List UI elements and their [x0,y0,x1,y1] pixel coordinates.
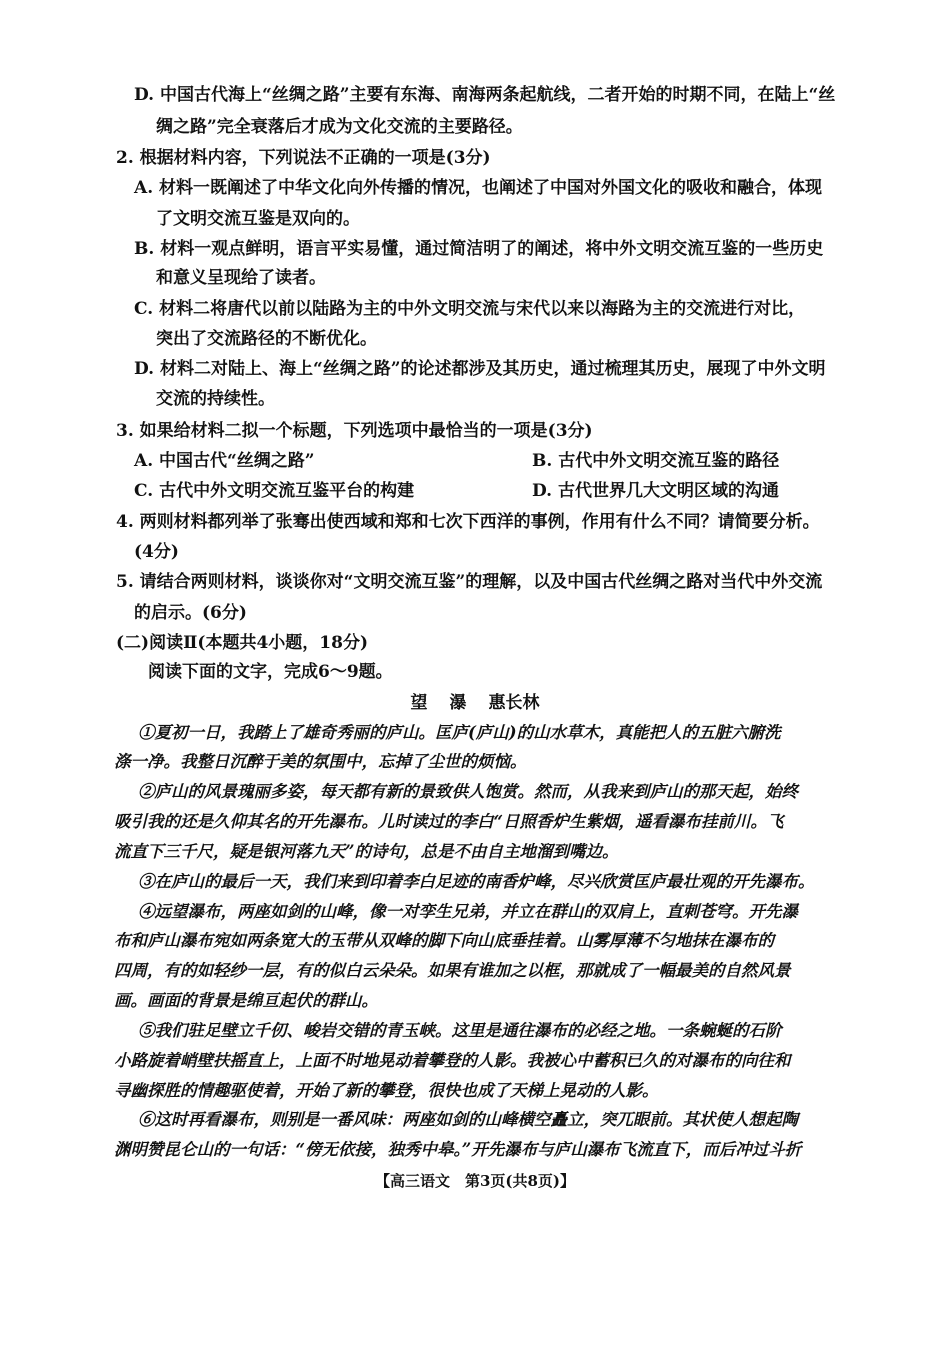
article-title-char1: 望 [410,693,428,713]
q5-line1: 5. 请结合两则材料，谈谈你对“文明交流互鉴”的理解，以及中国古代丝绸之路对当代中外交流 [116,572,823,592]
article-p6-line1: ⑥这时再看瀑布，则别是一番风味：两座如剑的山峰横空矗立，突兀眼前。其状使人想起陶 [138,1110,798,1129]
article-p4-line2: 布和庐山瀑布宛如两条宽大的玉带从双峰的脚下向山底垂挂着。山雾厚薄不匀地抹在瀑布的 [114,931,774,950]
article-p5-line1: ⑤我们驻足壁立千仞、峻岩交错的青玉峡。这里是通往瀑布的必经之地。一条蜿蜒的石阶 [138,1021,782,1040]
article-p2-line3: 流直下三千尺，疑是银河落九天”的诗句，总是不由自主地溜到嘴边。 [114,842,619,861]
article-p6-line2: 渊明赞昆仑山的一句话：“傍无依接，独秀中皋。”开先瀑布与庐山瀑布飞流直下，而后冲过斗折 [114,1140,802,1159]
article-p4-line3: 四周，有的如轻纱一层，有的似白云朵朵。如果有谁加之以框，那就成了一幅最美的自然风景 [114,961,791,980]
article-title-char2: 瀑 [449,693,467,713]
q4-line1: 4. 两则材料都列举了张骞出使西域和郑和七次下西洋的事例，作用有什么不同？请简要分析。 [116,512,820,532]
article-p5-line2: 小路旋着峭壁扶摇直上，上面不时地晃动着攀登的人影。我被心中蓄积已久的对瀑布的向往和 [114,1051,791,1070]
q2-option-a-line2: 了文明交流互鉴是双向的。 [156,209,360,229]
q2-option-d-line1: D. 材料二对陆上、海上“丝绸之路”的论述都涉及其历史，通过梳理其历史，展现了中外文明 [134,359,826,379]
article-author: 惠长林 [488,693,540,713]
q2-option-b-line2: 和意义呈现给了读者。 [156,268,326,288]
q2-option-a-line1: A. 材料一既阐述了中华文化向外传播的情况，也阐述了中国对外国文化的吸收和融合，体现 [134,178,823,198]
q2-stem: 2. 根据材料内容，下列说法不正确的一项是(3分) [116,148,491,168]
q2-option-c-line1: C. 材料二将唐代以前以陆路为主的中外文明交流与宋代以来以海路为主的交流进行对比， [134,299,806,319]
page-footer: 【高三语文 第3页(共8页)】 [374,1172,576,1190]
q1-option-d-line1: D. 中国古代海上“丝绸之路”主要有东海、南海两条起航线，二者开始的时期不同，在陆上“丝 [134,85,836,105]
q3-stem: 3. 如果给材料二拟一个标题，下列选项中最恰当的一项是(3分) [116,421,593,441]
q3-option-b: B. 古代中外文明交流互鉴的路径 [532,451,780,471]
article-p5-line3: 寻幽探胜的情趣驱使着，开始了新的攀登，很快也成了天梯上晃动的人影。 [114,1081,659,1100]
q3-option-a: A. 中国古代“丝绸之路” [134,451,315,471]
q4-line2: (4分) [134,542,179,562]
article-p2-line2: 吸引我的还是久仰其名的开先瀑布。儿时读过的李白“日照香炉生紫烟，遥看瀑布挂前川。飞 [114,812,784,831]
q5-line2: 的启示。(6分) [134,603,247,623]
q1-option-d-line2: 绸之路”完全衰落后才成为文化交流的主要路径。 [156,117,523,137]
article-p1-line2: 涤一净。我整日沉醉于美的氛围中，忘掉了尘世的烦恼。 [114,752,527,771]
section2-instruction: 阅读下面的文字，完成6～9题。 [148,662,393,682]
article-p2-line1: ②庐山的风景瑰丽多姿，每天都有新的景致供人饱赏。然而，从我来到庐山的那天起，始终 [138,782,798,801]
article-p4-line1: ④远望瀑布，两座如剑的山峰，像一对孪生兄弟，并立在群山的双肩上，直刺苍穹。开先瀑 [138,902,798,921]
article-p3-line1: ③在庐山的最后一天，我们来到印着李白足迹的南香炉峰，尽兴欣赏匡庐最壮观的开先瀑布。 [138,872,815,891]
q3-option-c: C. 古代中外文明交流互鉴平台的构建 [134,481,415,501]
q2-option-b-line1: B. 材料一观点鲜明，语言平实易懂，通过简洁明了的阐述，将中外文明交流互鉴的一些历史 [134,239,824,259]
article-title [0,693,950,713]
section2-heading: (二)阅读Ⅱ(本题共4小题，18分) [116,633,368,653]
article-p4-line4: 画。画面的背景是绵亘起伏的群山。 [114,991,378,1010]
q2-option-d-line2: 交流的持续性。 [156,389,275,409]
q3-option-d: D. 古代世界几大文明区域的沟通 [532,481,779,501]
article-p1-line1: ①夏初一日，我踏上了雄奇秀丽的庐山。匡庐(庐山)的山水草木，真能把人的五脏六腑洗 [138,723,781,742]
q2-option-c-line2: 突出了交流路径的不断优化。 [156,329,377,349]
